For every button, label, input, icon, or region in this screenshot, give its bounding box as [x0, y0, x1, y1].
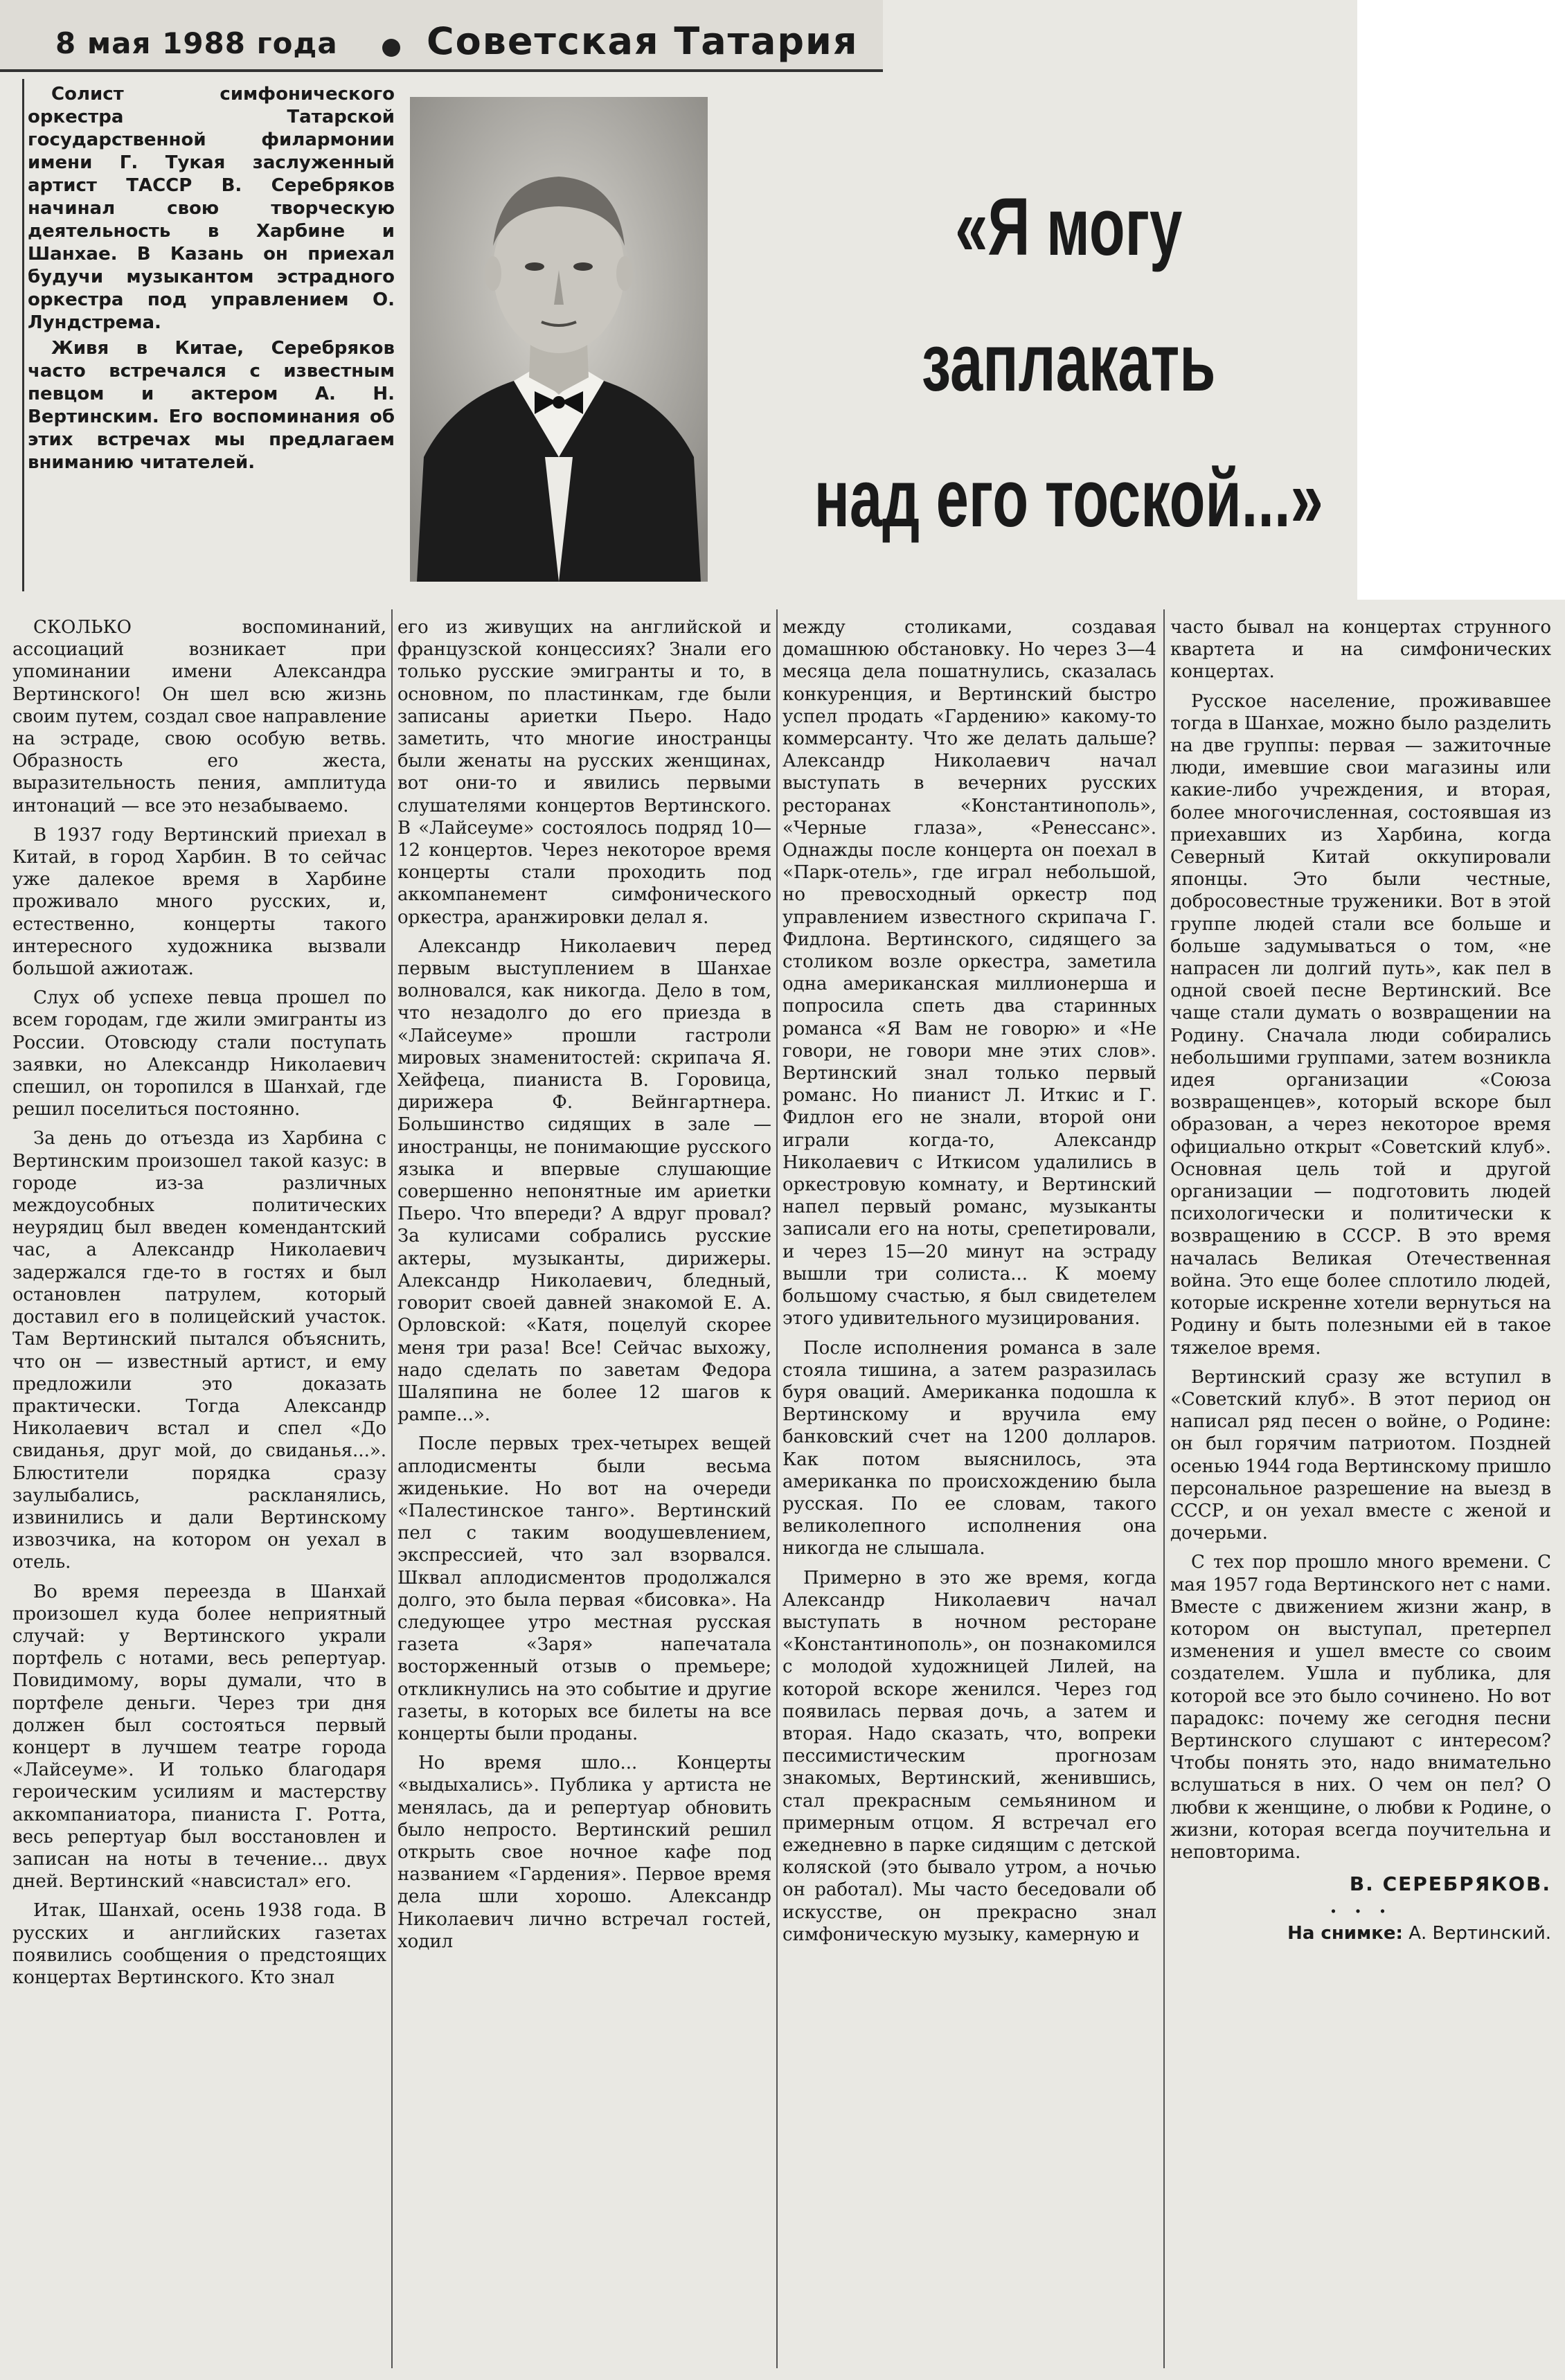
- article-column-4: [1170, 616, 1551, 1944]
- article-paragraph: В 1937 году Вертинский приехал в Китай, в город Харбин. В то сейчас уже далекое время в Харбине проживало много русских, и, естественно, концерты такого интересного художника вызвали большой ажиотаж.: [12, 824, 386, 980]
- intro-lead: [28, 83, 395, 477]
- article-paragraph: За день до отъезда из Харбина с Вертинским произошел такой казус: в городе из-за различных междоусобных политических неурядиц был введен комендантский час, а Александр Николаевич задержался где-то в гостях и был остановлен патрулем, который доставил его в полицейский участок. Там Вертинский пытался объяснить, что он — известный артист, и ему предложили это доказать практически. Тогда Александр Николаевич встал и спел «До свиданья, друг мой, до свиданья...». Блюстители порядка сразу заулыбались, раскланялись, извинились и дали Вертинскому извозчика, на котором он уехал в отель.: [12, 1128, 386, 1573]
- issue-date: 8 мая 1988 года: [55, 26, 338, 60]
- article-paragraph: Но время шло... Концерты «выдыхались». Публика у артиста не менялась, да и репертуар обновить было непросто. Вертинский решил открыть свое ночное кафе под названием «Гардения». Первое время дела шли хорошо. Александр Николаевич лично встречал гостей, ходил: [397, 1753, 771, 1952]
- article-paragraph: Примерно в это же время, когда Александр Николаевич начал выступать в ночном ресторане «Константинополь», он познакомился с молодой художницей Лилей, на которой вскоре женился. Через год появилась первая дочь, а затем и вторая. Надо сказать, что, вопреки пессимистическим прогнозам знакомых, Вертинский, женившись, стал прекрасным семьянином и примерным отцом. Я встречал его ежедневно в парке сидящим с детской коляской (это бывало утром, а ночью он работал). Мы часто беседовали об искусстве, он прекрасно знал симфоническую музыку, камерную и: [782, 1567, 1156, 1945]
- headline-line: заплакать: [921, 317, 1216, 409]
- photo-caption: [1170, 1922, 1551, 1944]
- separator-dots: . . .: [1330, 1895, 1392, 1918]
- article-paragraph: С тех пор прошло много времени. С мая 1957 года Вертинского нет с нами. Вместе с движением жизни жанр, в котором он выступал, претерпел изменения и ушел вместе со своим создателем. Ушла и публика, для которой все это было сочинено. Но вот парадокс: почему же сегодня песни Вертинского слушают с интересом? Чтобы понять это, надо внимательно вслушаться в них. О чем он пел? О любви к женщине, о любви к Родине, о жизни, которая всегда поучительна и неповторима.: [1170, 1552, 1551, 1863]
- bullet-icon: [382, 39, 400, 57]
- intro-paragraph: Солист симфонического оркестра Татарской государственной филармонии имени Г. Тукая заслуженный артист ТАССР В. Серебряков начинал свою творческую деятельность в Харбине и Шанхае. В Казань он приехал будучи музыкантом эстрадного оркестра под управлением О. Лундстрема.: [28, 84, 395, 333]
- article-paragraph: После первых трех-четырех вещей аплодисменты были весьма жиденькие. Но вот на очереди «Палестинское танго». Вертинский пел с таким воодушевлением, экспрессией, что зал взорвался. Шквал аплодисментов продолжался долго, это была первая «бисовка». На следующее утро местная русская газета «Заря» напечатала восторженный отзыв о премьере; откликнулись на это событие и другие газеты, в которых все билеты на все концерты были проданы.: [397, 1433, 771, 1744]
- article-paragraph: Вертинский сразу же вступил в «Советский клуб». В этот период он написал ряд песен о войне, о Родине: он был горячим патриотом. Поздней осенью 1944 года Вертинскому пришло персональное разрешение на выезд в СССР, и он уехал вместе с женой и дочерьми.: [1170, 1366, 1551, 1544]
- portrait-photo: [410, 97, 708, 582]
- article-paragraph: его из живущих на английской и французской концессиях? Знали его только русские эмигранты и то, в основном, по пластинкам, где были записаны ариетки Пьеро. Надо заметить, что многие иностранцы были женаты на русских женщинах, вот они-то и явились первыми слушателями концертов Вертинского. В «Лайсеуме» состоялось подряд 10—12 концертов. Через некоторое время концерты стали проходить под аккомпанемент симфонического оркестра, аранжировки делал я.: [397, 617, 771, 928]
- column-rule: [1163, 609, 1165, 2368]
- author-signature: В. СЕРЕБРЯКОВ.: [1349, 1872, 1551, 1896]
- article-paragraph: После исполнения романса в зале стояла тишина, а затем разразилась буря оваций. Американка подошла к Вертинскому и вручила ему банковский счет на 1200 долларов. Как потом выяснилось, эта американка по происхождению была русская. По ее словам, такого великолепного исполнения она никогда не слышала.: [782, 1337, 1156, 1559]
- article-paragraph: Итак, Шанхай, осень 1938 года. В русских и английских газетах появились сообщения о предстоящих концертах Вертинского. Кто знал: [12, 1900, 386, 1988]
- portrait-image: [410, 97, 708, 582]
- newspaper-title: Советская Татария: [427, 19, 859, 63]
- headline-line: «Я могу: [955, 181, 1183, 273]
- intro-paragraph: Живя в Китае, Серебряков часто встречался с известным певцом и актером А. Н. Вертинским. Его воспоминания об этих встречах мы предлагаем вниманию читателей.: [28, 338, 395, 473]
- headline-line: над его тоской...»: [814, 453, 1323, 544]
- article-paragraph: СКОЛЬКО воспоминаний, ассоциаций возникает при упоминании имени Александра Вертинского! Он шел всю жизнь своим путем, создал свое направление на эстраде, свою особую ветвь. Образность его жеста, выразительность пения, амплитуда интонаций — все это незабываемо.: [12, 617, 386, 816]
- caption-text: А. Вертинский.: [1408, 1922, 1551, 1944]
- column-rule: [391, 609, 393, 2368]
- column-rule: [776, 609, 778, 2368]
- article-column-1: [12, 616, 386, 1996]
- article-paragraph: часто бывал на концертах струнного квартета и на симфонических концертах.: [1170, 617, 1551, 683]
- article-column-3: [782, 616, 1156, 1953]
- article-column-2: [397, 616, 771, 1960]
- article-paragraph: Русское население, проживавшее тогда в Шанхае, можно было разделить на две группы: первая — зажиточные люди, имевшие свои магазины или какие-либо учреждения, и вторая, более многочисленная, состоявшая из приехавших из Харбина, когда Северный Китай оккупировали японцы. Это были честные, добросовестные труженики. Вот в этой группе людей стали все больше и больше задумываться о том, «не напрасен ли долгий путь», как пел в одной своей песне Вертинский. Все чаще стали думать о возвращении на Родину. Сначала люди собирались небольшими группами, затем возникла идея организации «Союза возвращенцев», который вскоре был образован, а через некоторое время официально открыт «Советский клуб». Основная цель той и другой организации — подготовить людей психологически и политически к возвращению в СССР. В это время началась Великая Отечественная война. Это еще более сплотило людей, которые искренне хотели вернуться на Родину и быть полезными ей в такое тяжелое время.: [1170, 690, 1551, 1359]
- article-paragraph: Александр Николаевич перед первым выступлением в Шанхае волновался, как никогда. Дело в том, что незадолго до его приезда в «Лайсеуме» прошли гастроли мировых знаменитостей: скрипача Я. Хейфеца, пианиста В. Горовица, дирижера Ф. Вейнгартнера. Большинство сидящих в зале — иностранцы, не понимающие русского языка и впервые слушающие совершенно непонятные им ариетки Пьеро. Что впереди? А вдруг провал? За кулисами собрались русские актеры, музыканты, дирижеры. Александр Николаевич, бледный, говорит своей давней знакомой Е. А. Орловской: «Катя, поцелуй скорее меня три раза! Все! Сейчас выхожу, надо сделать по заветам Федора Шаляпина не более 12 шагов к рампе...».: [397, 936, 771, 1426]
- caption-label: На снимке:: [1287, 1922, 1403, 1944]
- masthead: [0, 0, 883, 72]
- article-paragraph: Слух об успехе певца прошел по всем городам, где жили эмигранты из России. Отовсюду стали поступать заявки, но Александр Николаевич спешил, он торопился в Шанхай, где решил поселиться постоянно.: [12, 987, 386, 1120]
- article-headline: [789, 159, 1348, 566]
- article-paragraph: Во время переезда в Шанхай произошел куда более неприятный случай: у Вертинского украли портфель с нотами, весь репертуар. Повидимому, воры думали, что в портфеле деньги. Через три дня должен был состояться первый концерт в лучшем театре города «Лайсеуме». И только благодаря героическим усилиям и мастерству аккомпаниатора, пианиста Г. Ротта, весь репертуар был восстановлен и записан на ноты в течение... двух дней. Вертинский «навсистал» его.: [12, 1581, 386, 1893]
- article-paragraph: между столиками, создавая домашнюю обстановку. Но через 3—4 месяца дела пошатнулись, сказалась конкуренция, и Вертинский быстро успел продать «Гардению» какому-то коммерсанту. Что же делать дальше? Александр Николаевич начал выступать в вечерних русских ресторанах «Константинополь», «Черные глаза», «Ренессанс». Однажды после концерта он поехал в «Парк-отель», где играл небольшой, но превосходный оркестр под управлением известного скрипача Г. Фидлона. Вертинского, сидящего за столиком возле оркестра, заметила одна американская миллионерша и попросила спеть два старинных романса «Я Вам не говорю» и «Не говори, не говори мне этих слов». Вертинский знал только первый романс. Но пианист Л. Иткис и Г. Фидлон его не знали, второй они играли когда-то, Александр Николаевич с Иткисом удалились в оркестровую комнату, и Вертинский напел первый романс, музыканты записали его на ноты, срепетировали, и через 15—20 минут на эстраду вышли три солиста... К моему большому счастью, я был свидетелем этого удивительного музицирования.: [782, 617, 1156, 1330]
